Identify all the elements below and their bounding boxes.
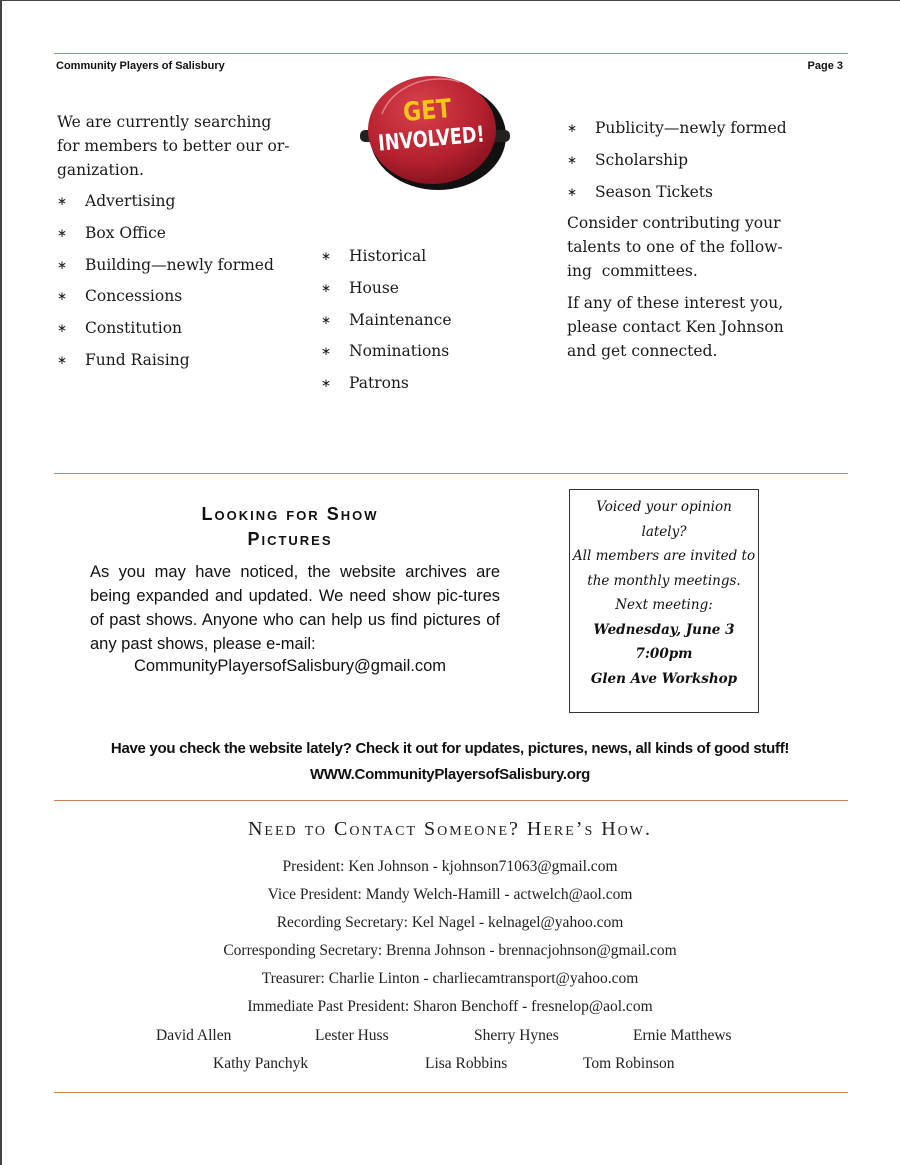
- bullet-icon: ∗: [567, 184, 578, 199]
- bullet-icon: ∗: [321, 280, 332, 295]
- section-rule: [54, 473, 848, 474]
- bullet-icon: ∗: [321, 312, 332, 327]
- website-promo: Have you check the website lately? Check it out for updates, pictures, news, all kinds of good stuff!: [110, 740, 790, 757]
- list-item: ∗ Concessions: [57, 284, 274, 316]
- pictures-email-link[interactable]: CommunityPlayersofSalisbury@gmail.com: [133, 657, 446, 675]
- list-item: ∗ Box Office: [57, 221, 274, 253]
- intro-line: We are currently searching: [57, 113, 272, 131]
- list-item: ∗ Nominations: [321, 339, 452, 371]
- committee-list-middle: [321, 244, 452, 403]
- meeting-location: Glen Ave Workshop: [590, 670, 738, 687]
- contact-line: please contact Ken Johnson: [567, 318, 784, 336]
- board-member: Tom Robinson: [583, 1055, 675, 1072]
- badge-text-get: GET: [401, 93, 453, 128]
- list-item: ∗ Patrons: [321, 371, 452, 403]
- notice-line: the monthly meetings.: [587, 572, 741, 589]
- bullet-icon: ∗: [321, 376, 332, 391]
- pictures-title-line: Looking for Show: [201, 504, 379, 524]
- footer-rule: [54, 1092, 848, 1093]
- intro-line: ganization.: [57, 161, 144, 179]
- notice-line: lately?: [641, 523, 687, 540]
- officer-contact: President: Ken Johnson - kjohnson71063@gmail.com: [282, 858, 618, 875]
- board-member: Sherry Hynes: [474, 1027, 559, 1044]
- header-rule: [54, 53, 848, 54]
- consider-line: talents to one of the follow-: [567, 238, 783, 256]
- website-url-link[interactable]: WWW.CommunityPlayersofSalisbury.org: [309, 766, 591, 783]
- consider-line: Consider contributing your: [567, 214, 781, 232]
- consider-text: [567, 211, 837, 283]
- notice-line: Voiced your opinion: [596, 499, 732, 515]
- pictures-body: As you may have noticed, the website archives are being expanded and updated. We need show pic-tures of past shows. Anyone who can help us find pictures of any past shows, please e-mail:: [90, 563, 500, 653]
- list-item: ∗ Publicity—newly formed: [567, 116, 787, 148]
- bullet-icon: ∗: [57, 321, 68, 336]
- meeting-notice-box: [569, 489, 759, 713]
- meeting-date: Wednesday, June 3: [593, 621, 735, 638]
- bullet-icon: ∗: [321, 249, 332, 263]
- board-member: David Allen: [156, 1027, 232, 1044]
- notice-line: All members are invited to: [572, 548, 756, 564]
- contact-ken-text: [567, 291, 837, 363]
- header-page-number: Page 3: [807, 60, 843, 72]
- intro-line: for members to better our or-: [57, 137, 290, 155]
- list-item: ∗ Fund Raising: [57, 348, 274, 380]
- committee-list-right: [567, 116, 787, 211]
- meeting-time: 7:00pm: [635, 646, 693, 662]
- board-member: Kathy Panchyk: [213, 1055, 309, 1072]
- officer-contact: Immediate Past President: Sharon Benchoff - fresnelop@aol.com: [247, 998, 653, 1015]
- list-item: ∗ Scholarship: [567, 148, 787, 180]
- list-item: ∗ House: [321, 276, 452, 308]
- board-member: Lisa Robbins: [425, 1055, 508, 1072]
- bullet-icon: ∗: [57, 225, 68, 240]
- consider-line: ing committees.: [567, 262, 698, 280]
- bullet-icon: ∗: [567, 152, 578, 167]
- officer-contact: Vice President: Mandy Welch-Hamill - actwelch@aol.com: [267, 886, 633, 903]
- bullet-icon: ∗: [321, 344, 332, 359]
- list-item: ∗ Advertising: [57, 189, 274, 221]
- list-item: ∗ Maintenance: [321, 308, 452, 340]
- bullet-icon: ∗: [57, 352, 68, 367]
- section-rule: [54, 800, 848, 801]
- board-member: Ernie Matthews: [633, 1027, 732, 1044]
- contact-line: and get connected.: [567, 342, 718, 360]
- committees-intro: [57, 110, 307, 182]
- officer-contact: Treasurer: Charlie Linton - charliecamtransport@yahoo.com: [261, 970, 639, 987]
- header-org-name: Community Players of Salisbury: [56, 60, 225, 72]
- contacts-title: Need to Contact Someone? Here’s How.: [247, 818, 653, 840]
- committee-list-left: [57, 189, 274, 380]
- list-item: ∗ Constitution: [57, 316, 274, 348]
- bullet-icon: ∗: [57, 257, 68, 272]
- officer-contact: Recording Secretary: Kel Nagel - kelnagel@yahoo.com: [276, 914, 624, 931]
- badge-text-involved: INVOLVED!: [377, 121, 486, 157]
- pictures-title: [90, 502, 490, 552]
- notice-line: Next meeting:: [615, 597, 713, 613]
- list-item: ∗ Season Tickets: [567, 180, 787, 212]
- list-item: ∗ Historical: [321, 244, 452, 276]
- bullet-icon: ∗: [567, 121, 578, 135]
- list-item: ∗ Building—newly formed: [57, 253, 274, 285]
- bullet-icon: ∗: [57, 289, 68, 304]
- officer-contact: Corresponding Secretary: Brenna Johnson - brennacjohnson@gmail.com: [223, 942, 677, 959]
- contact-line: If any of these interest you,: [567, 294, 784, 312]
- page-border-top: [0, 0, 900, 1]
- page-border-left: [0, 0, 2, 1165]
- board-member: Lester Huss: [315, 1027, 389, 1044]
- pictures-title-line: Pictures: [247, 529, 333, 549]
- get-involved-badge: [360, 74, 510, 192]
- bullet-icon: ∗: [57, 194, 68, 208]
